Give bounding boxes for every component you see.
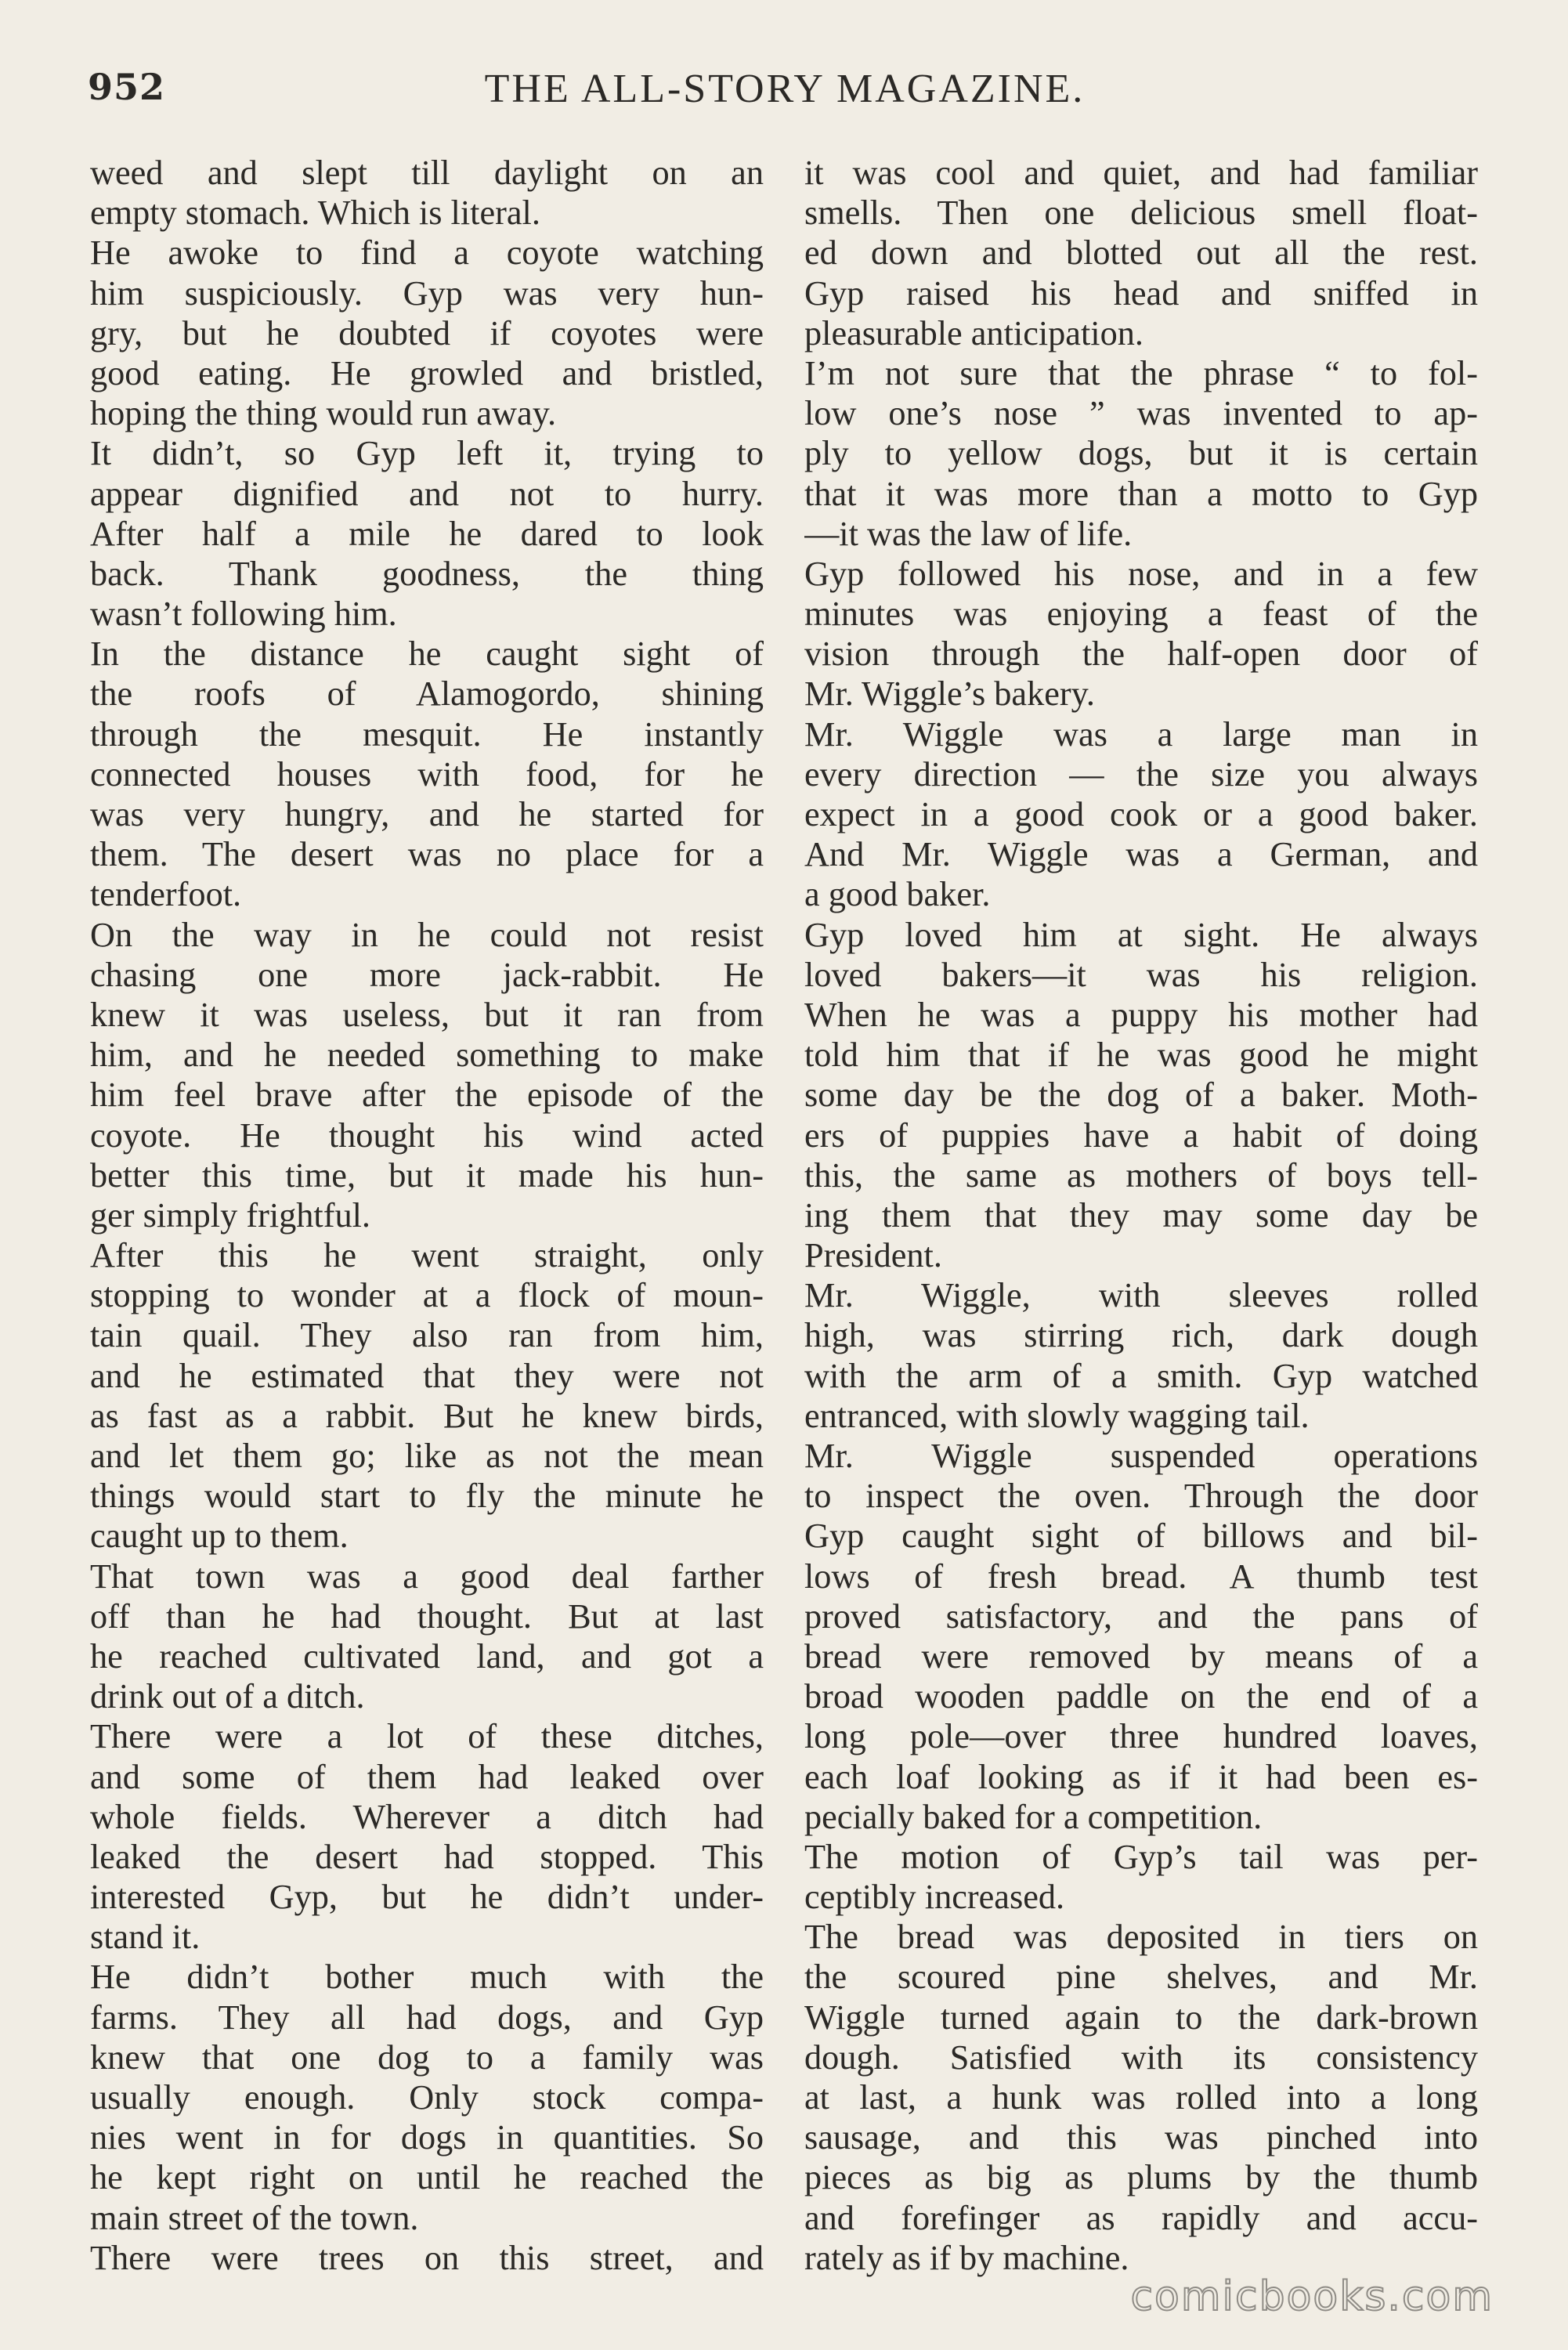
text-line: usually enough. Only stock compa- [90, 2078, 764, 2117]
text-line: was very hungry, and he started for [90, 795, 764, 833]
text-line: gry, but he doubted if coyotes were [90, 313, 764, 352]
text-line: coyote. He thought his wind acted [90, 1115, 764, 1155]
text-line: expect in a good cook or a good baker. [804, 795, 1478, 833]
text-line: And Mr. Wiggle was a German, and [804, 835, 1478, 874]
text-line: the roofs of Alamogordo, shining [90, 674, 764, 714]
text-line: back. Thank goodness, the thing [90, 554, 764, 593]
text-line: ed down and blotted out all the rest. [804, 233, 1478, 273]
text-line: and let them go; like as not the mean [90, 1437, 764, 1475]
text-line: ing them that they may some day be [804, 1195, 1478, 1235]
text-line: When he was a puppy his mother had [804, 995, 1478, 1034]
text-line: vision through the half-open door of [804, 634, 1478, 674]
page-header [88, 66, 1482, 128]
text-line: connected houses with food, for he [90, 754, 764, 794]
running-title: THE ALL-STORY MAGAZINE. [484, 67, 1086, 111]
text-line: this, the same as mothers of boys tell- [804, 1155, 1478, 1195]
text-line: some day be the dog of a baker. Moth- [804, 1076, 1478, 1115]
right-text-column [804, 153, 1478, 2278]
text-line: pecially baked for a competition. [804, 1797, 1263, 1836]
text-line: There were a lot of these ditches, [90, 1717, 764, 1756]
text-line: pleasurable anticipation. [804, 313, 1143, 352]
text-line: and forefinger as rapidly and accu- [804, 2198, 1478, 2237]
text-line: loved bakers—it was his religion. [804, 955, 1478, 994]
text-line: The bread was deposited in tiers on [804, 1918, 1478, 1957]
text-line: stopping to wonder at a flock of moun- [90, 1276, 764, 1315]
text-line: main street of the town. [90, 2198, 419, 2237]
text-line: appear dignified and not to hurry. [90, 474, 764, 513]
text-line: he kept right on until he reached the [90, 2158, 764, 2197]
text-line: off than he had thought. But at last [90, 1596, 764, 1636]
text-line: entranced, with slowly wagging tail. [804, 1396, 1310, 1435]
text-line: Mr. Wiggle was a large man in [804, 714, 1478, 754]
text-line: it was cool and quiet, and had familiar [804, 154, 1478, 192]
text-line: ply to yellow dogs, but it is certain [804, 434, 1478, 473]
text-line: wasn’t following him. [90, 595, 397, 634]
text-line: every direction — the size you always [804, 754, 1478, 794]
text-line: On the way in he could not resist [90, 915, 764, 954]
text-line: Gyp followed his nose, and in a few [804, 554, 1478, 593]
text-line: tenderfoot. [90, 875, 242, 914]
text-line: drink out of a ditch. [90, 1677, 365, 1716]
text-line: through the mesquit. He instantly [90, 714, 764, 754]
text-line: caught up to them. [90, 1517, 349, 1556]
text-line: empty stomach. Which is literal. [90, 193, 540, 233]
text-line: whole fields. Wherever a ditch had [90, 1797, 764, 1836]
text-line: told him that if he was good he might [804, 1036, 1478, 1075]
text-line: Mr. Wiggle’s bakery. [804, 674, 1095, 714]
text-line: Gyp caught sight of billows and bil- [804, 1517, 1478, 1556]
text-line: It didn’t, so Gyp left it, trying to [90, 434, 764, 473]
text-line: weed and slept till daylight on an [90, 154, 764, 192]
text-line: them. The desert was no place for a [90, 835, 764, 874]
text-line: and he estimated that they were not [90, 1356, 764, 1395]
text-line: as fast as a rabbit. But he knew birds, [90, 1396, 764, 1435]
text-line: knew that one dog to a family was [90, 2037, 764, 2077]
text-line: him feel brave after the episode of the [90, 1076, 764, 1115]
text-line: things would start to fly the minute he [90, 1477, 764, 1516]
text-line: good eating. He growled and bristled, [90, 353, 764, 392]
text-line: pieces as big as plums by the thumb [804, 2158, 1478, 2197]
text-line: smells. Then one delicious smell float- [804, 193, 1478, 233]
text-line: Gyp raised his head and sniffed in [804, 273, 1478, 313]
text-line: him suspiciously. Gyp was very hun- [90, 273, 764, 313]
text-line: Wiggle turned again to the dark-brown [804, 1998, 1478, 2037]
text-line: Mr. Wiggle suspended operations [804, 1437, 1478, 1475]
text-line: ger simply frightful. [90, 1195, 371, 1235]
text-line: stand it. [90, 1918, 201, 1957]
text-line: and some of them had leaked over [90, 1757, 764, 1796]
text-line: the scoured pine shelves, and Mr. [804, 1958, 1478, 1997]
text-line: bread were removed by means of a [804, 1636, 1478, 1676]
text-line: rately as if by machine. [804, 2238, 1129, 2277]
text-line: proved satisfactory, and the pans of [804, 1596, 1478, 1636]
text-line: hoping the thing would run away. [90, 394, 557, 433]
text-line: that it was more than a motto to Gyp [804, 474, 1478, 513]
text-line: tain quail. They also ran from him, [90, 1316, 764, 1355]
text-line: After half a mile he dared to look [90, 514, 764, 553]
text-line: The motion of Gyp’s tail was per- [804, 1837, 1478, 1876]
text-line: lows of fresh bread. A thumb test [804, 1556, 1478, 1596]
text-line: minutes was enjoying a feast of the [804, 595, 1478, 634]
text-line: him, and he needed something to make [90, 1036, 764, 1075]
text-line: to inspect the oven. Through the door [804, 1477, 1478, 1516]
text-line: he reached cultivated land, and got a [90, 1636, 764, 1676]
text-line: dough. Satisfied with its consistency [804, 2037, 1478, 2077]
text-line: high, was stirring rich, dark dough [804, 1316, 1478, 1355]
text-line: at last, a hunk was rolled into a long [804, 2078, 1478, 2117]
text-line: Mr. Wiggle, with sleeves rolled [804, 1276, 1478, 1315]
text-line: —it was the law of life. [804, 514, 1133, 553]
text-line: That town was a good deal farther [90, 1556, 764, 1596]
watermark: comicbooks.com [1130, 2273, 1494, 2320]
text-line: He didn’t bother much with the [90, 1958, 764, 1997]
text-line: with the arm of a smith. Gyp watched [804, 1356, 1478, 1395]
text-line: Gyp loved him at sight. He always [804, 915, 1478, 954]
text-line: ers of puppies have a habit of doing [804, 1115, 1478, 1155]
text-line: nies went in for dogs in quantities. So [90, 2118, 764, 2157]
text-line: long pole—over three hundred loaves, [804, 1717, 1478, 1756]
left-text-column [90, 153, 764, 2278]
text-line: chasing one more jack-rabbit. He [90, 955, 764, 994]
text-line: better this time, but it made his hun- [90, 1155, 764, 1195]
page-number: 952 [88, 66, 166, 108]
text-line: each loaf looking as if it had been es- [804, 1757, 1478, 1796]
text-line: a good baker. [804, 875, 991, 914]
text-line: There were trees on this street, and [90, 2238, 764, 2277]
text-line: sausage, and this was pinched into [804, 2118, 1478, 2157]
text-line: interested Gyp, but he didn’t under- [90, 1878, 764, 1917]
text-line: After this he went straight, only [90, 1236, 764, 1275]
text-line: I’m not sure that the phrase “ to fol- [804, 353, 1478, 392]
text-line: farms. They all had dogs, and Gyp [90, 1998, 764, 2037]
text-line: President. [804, 1236, 942, 1275]
text-line: knew it was useless, but it ran from [90, 995, 764, 1034]
text-line: broad wooden paddle on the end of a [804, 1677, 1478, 1716]
text-line: low one’s nose ” was invented to ap- [804, 394, 1478, 433]
text-line: ceptibly increased. [804, 1878, 1065, 1917]
text-line: He awoke to find a coyote watching [90, 233, 764, 273]
text-line: leaked the desert had stopped. This [90, 1837, 764, 1876]
text-line: In the distance he caught sight of [90, 634, 764, 674]
